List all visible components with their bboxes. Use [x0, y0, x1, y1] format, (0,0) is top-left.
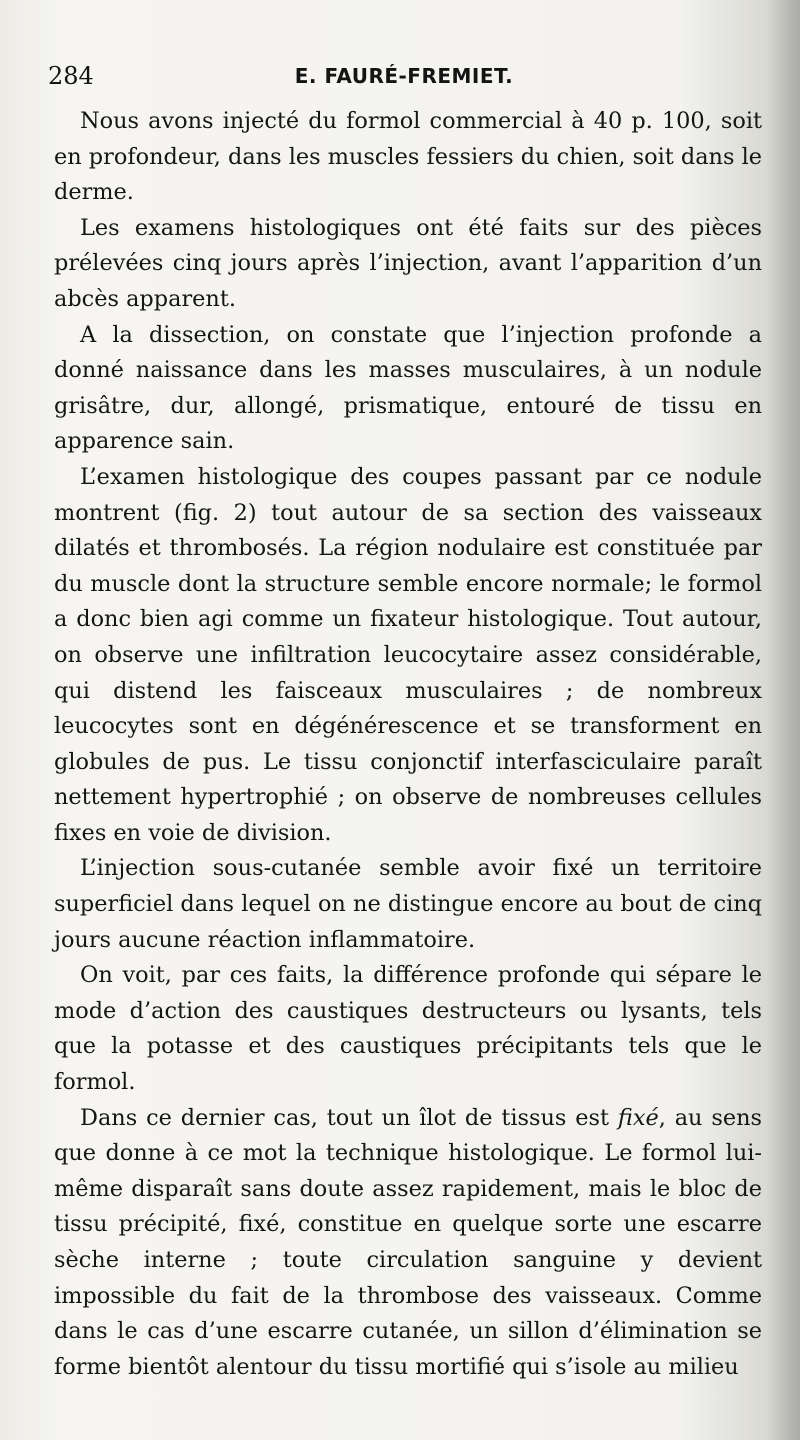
paragraph: L’injection sous-cutanée semble avoir fixé un territoire superficiel dans lequel on ne distingue encore au bout de cinq jours aucune réaction inflammatoire.	[54, 855, 762, 953]
emphasized-word: fixé	[617, 1104, 659, 1131]
page-header	[48, 62, 760, 96]
paragraph-text: Dans ce dernier cas, tout un îlot de tissus est	[80, 1104, 618, 1131]
paragraph: L’examen histologique des coupes passant par ce nodule montrent (fig. 2) tout autour de sa section des vaisseaux dilatés et thrombosés. La région nodulaire est constituée par du muscle dont la structure semble encore normale; le formol a donc bien agi comme un fixateur histologique. Tout autour, on observe une infiltration leucocytaire assez considérable, qui distend les faisceaux musculaires ; de nombreux leucocytes sont en dégénérescence et se transforment en globules de pus. Le tissu conjonctif interfasciculaire paraît nettement hypertrophié ; on observe de nombreuses cellules fixes en voie de division.	[54, 463, 762, 846]
page-number: 284	[48, 62, 94, 90]
paragraph: Les examens histologiques ont été faits sur des pièces prélevées cinq jours après l’injection, avant l’apparition d’un abcès apparent.	[54, 214, 762, 312]
paragraph-text: , au sens que donne à ce mot la technique histologique. Le formol lui-même disparaît sans doute assez rapidement, mais le bloc de tissu précipité, fixé, constitue en quelque sorte une escarre sèche interne ; toute circulation sanguine y devient impossible du fait de la thrombose des vaisseaux. Comme dans le cas d’une escarre cutanée, un sillon d’élimination se forme bientôt alentour du tissu mortifié qui s’isole au milieu	[54, 1104, 762, 1380]
paragraph: On voit, par ces faits, la différence profonde qui sépare le mode d’action des caustiques destructeurs ou lysants, tels que la potasse et des caustiques précipitants tels que le formol.	[54, 962, 762, 1096]
running-head: E. FAURÉ-FREMIET.	[294, 64, 514, 88]
paragraph: Nous avons injecté du formol commercial à 40 p. 100, soit en profondeur, dans les muscles fessiers du chien, soit dans le derme.	[54, 108, 762, 206]
page-edge-shadow	[766, 0, 800, 1440]
paragraph	[54, 1101, 762, 1386]
body-text	[54, 104, 762, 1385]
paragraph: A la dissection, on constate que l’injection profonde a donné naissance dans les masses musculaires, à un nodule grisâtre, dur, allongé, prismatique, entouré de tissu en apparence sain.	[54, 321, 762, 455]
